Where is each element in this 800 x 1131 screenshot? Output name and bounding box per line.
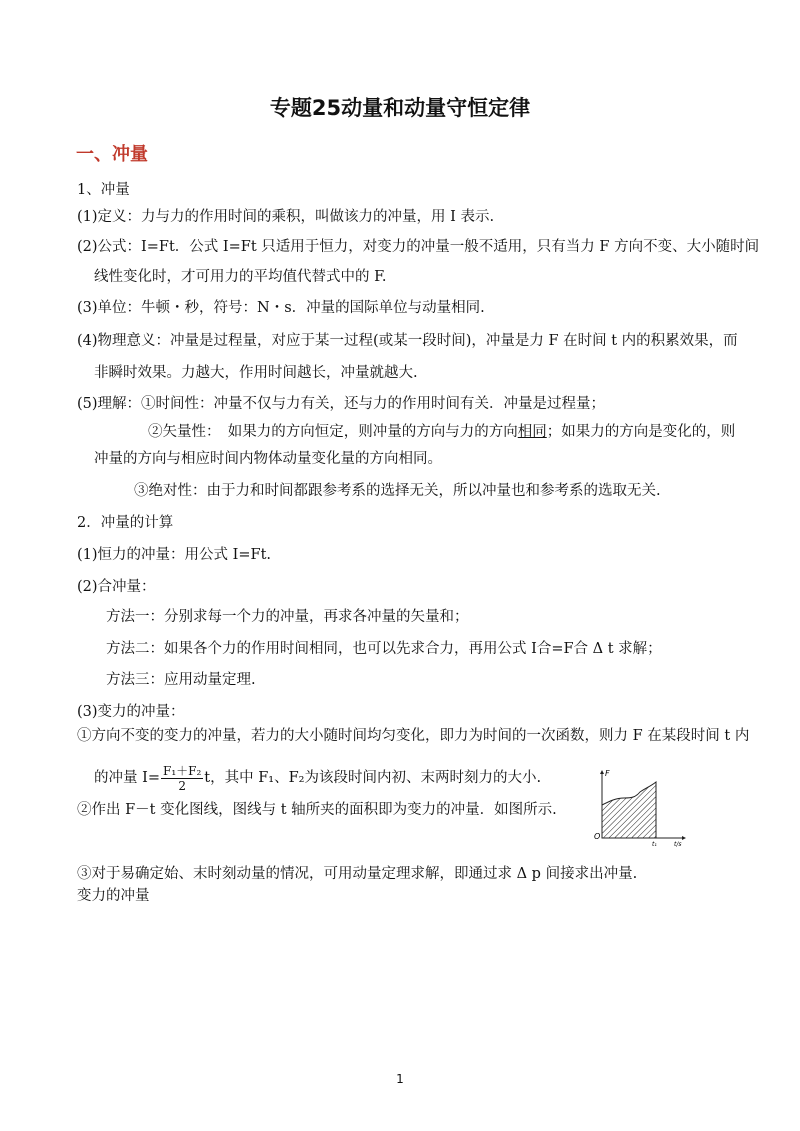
paragraph-definition: (1)定义：力与力的作用时间的乘积，叫做该力的冲量，用 I 表示. — [77, 209, 495, 225]
impulse-area — [602, 782, 656, 838]
force-time-diagram — [588, 768, 688, 848]
page-title: 专题25动量和动量守恒定律 — [269, 96, 531, 120]
paragraph-variable-2: ②作出 F－t 变化图线，图线与 t 轴所夹的面积即为变力的冲量．如图所示. — [77, 802, 557, 818]
vector-text-c: ；如果力的方向是变化的，则 — [546, 424, 736, 440]
method-two: 方法二：如果各个力的作用时间相同，也可以先求合力，再用公式 I合=F合 Δ t 求解； — [106, 641, 662, 657]
paragraph-average-formula — [94, 758, 541, 798]
paragraph-variable-title: 变力的冲量 — [77, 888, 150, 904]
method-three: 方法三：应用动量定理. — [106, 672, 256, 688]
vector-text-a: ②矢量性： 如果力的方向恒定，则冲量的方向与力的方向 — [148, 424, 518, 440]
paragraph-variable-3: ③对于易确定始、末时刻动量的情况，可用动量定理求解，即通过求 Δ p 间接求出冲量. — [77, 866, 638, 882]
fraction-numerator: F₁＋F₂ — [163, 763, 202, 778]
paragraph-net-impulse: (2)合冲量： — [77, 579, 156, 595]
paragraph-unit: (3)单位：牛顿・秒，符号：N・s．冲量的国际单位与动量相同. — [77, 300, 485, 316]
x-axis-arrow — [682, 836, 686, 840]
paragraph-constant-force: (1)恒力的冲量：用公式 I=Ft. — [77, 547, 272, 563]
paragraph-variable-force: (3)变力的冲量： — [77, 704, 185, 720]
formula-prefix: 的冲量 I= — [94, 770, 160, 786]
paragraph-meaning-cont: 非瞬时效果。力越大，作用时间越长，冲量就越大. — [94, 365, 418, 381]
subheading-calculation: 2．冲量的计算 — [77, 515, 174, 531]
vector-text-underlined: 相同 — [517, 424, 547, 440]
paragraph-absolute: ③绝对性：由于力和时间都跟参考系的选择无关，所以冲量也和参考系的选取无关. — [134, 483, 661, 499]
method-one: 方法一：分别求每一个力的冲量，再求各冲量的矢量和； — [106, 609, 469, 625]
x-axis-label: t/s — [674, 841, 682, 848]
paragraph-vector-cont: 冲量的方向与相应时间内物体动量变化量的方向相同。 — [94, 451, 442, 467]
y-axis-label: F — [605, 769, 610, 778]
fraction-denominator: 2 — [178, 778, 186, 793]
origin-label: O — [594, 832, 601, 841]
y-axis-arrow — [600, 770, 604, 774]
paragraph-meaning: (4)物理意义：冲量是过程量，对应于某一过程(或某一段时间)，冲量是力 F 在时间 t 内的积累效果，而 — [77, 333, 738, 349]
fraction — [161, 764, 203, 793]
t1-label: t₁ — [652, 841, 657, 848]
paragraph-formula: (2)公式：I=Ft．公式 I=Ft 只适用于恒力，对变力的冲量一般不适用，只有当力 F 方向不变、大小随时间 — [77, 239, 760, 255]
formula-suffix: t，其中 F₁、F₂为该段时间内初、末两时刻力的大小. — [204, 770, 542, 786]
page-number: 1 — [396, 1072, 404, 1086]
paragraph-formula-cont: 线性变化时，才可用力的平均值代替式中的 F. — [94, 269, 387, 285]
paragraph-variable-1: ①方向不变的变力的冲量，若力的大小随时间均匀变化，即力为时间的一次函数，则力 F 在某段时间 t 内 — [77, 728, 750, 744]
section-heading-impulse: 一、冲量 — [76, 144, 148, 165]
paragraph-understanding: (5)理解：①时间性：冲量不仅与力有关，还与力的作用时间有关．冲量是过程量； — [77, 396, 606, 412]
subheading-impulse: 1、冲量 — [77, 182, 130, 198]
paragraph-vector-property — [148, 422, 735, 442]
